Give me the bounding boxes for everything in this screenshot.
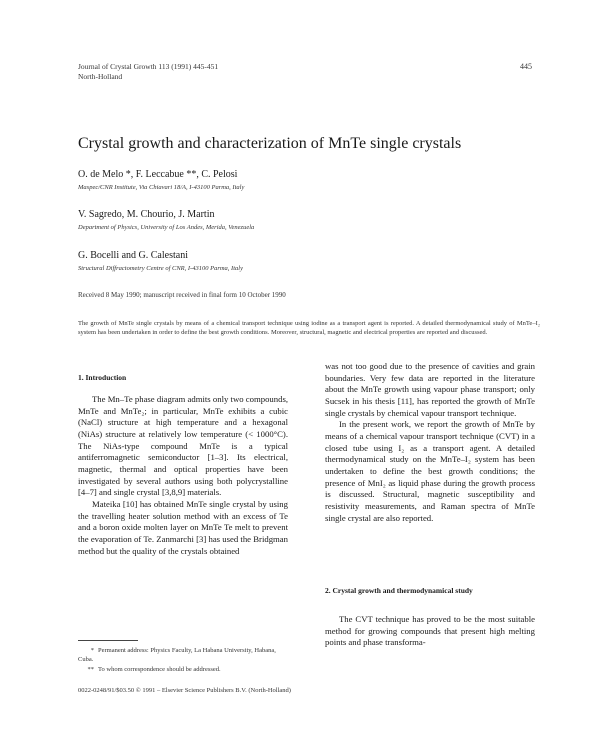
affiliation-3: Structural Diffractometry Centre of CNR, I-43100 Parma, Italy xyxy=(78,265,243,272)
footnote-mark-1: * xyxy=(90,647,94,654)
received-dates: Received 8 May 1990; manuscript received in final form 10 October 1990 xyxy=(78,291,286,299)
footnote-1 xyxy=(78,646,290,664)
footnote-text-2: To whom correspondence should be addressed. xyxy=(98,666,221,673)
section-heading-introduction: 1. Introduction xyxy=(78,373,127,382)
footnote-2 xyxy=(78,665,290,674)
intro-paragraph-1: The Mn–Te phase diagram admits only two compounds, MnTe and MnTe₂; in particular, MnTe exhibits a cubic (NaCl) structure at high temperature and a hexagonal (NiAs) structure at relatively low temperature (< 1000°C). The NiAs-type compound MnTe is a typical antiferromagnetic semiconductor [1–3]. Its electrical, magnetic, thermal and optical properties have been investigated by several authors using both polycrystalline [4–7] and single crystal [3,8,9] materials. xyxy=(78,394,288,498)
abstract: The growth of MnTe single crystals by means of a chemical transport technique using iodine as a transport agent is reported. A detailed thermodynamical study of MnTe–I₂ system has been undertaken in order to define the best growth conditions. Moreover, structural, magnetic and electrical properties are reported and discussed. xyxy=(78,320,540,336)
page-number: 445 xyxy=(520,62,532,71)
growth-paragraph-1: The CVT technique has proved to be the most suitable method for growing compounds that present high melting points and phase transforma- xyxy=(325,614,535,648)
article-title: Crystal growth and characterization of MnTe single crystals xyxy=(78,135,462,152)
author-list-1: O. de Melo *, F. Leccabue **, C. Pelosi xyxy=(78,169,238,180)
right-column-lower xyxy=(325,614,535,649)
journal-citation: Journal of Crystal Growth 113 (1991) 445-451 xyxy=(78,62,219,71)
footnote-rule xyxy=(78,640,138,641)
running-header xyxy=(78,62,218,82)
right-column xyxy=(325,361,535,524)
intro-paragraph-3: was not too good due to the presence of cavities and grain boundaries. Very few data are reported in the literature about the MnTe growth using vapour phase transport; only Sucsek in his thesis [11], has reported the growth of MnTe single crystals by chemical vapour transport technique. xyxy=(325,361,535,418)
footnote-mark-2: ** xyxy=(87,666,94,673)
footnote-text-1: Permanent address: Physics Faculty, La Habana University, Habana, Cuba. xyxy=(78,647,276,663)
affiliation-1: Maspec/CNR Institute, Via Chiavari 18/A, I-43100 Parma, Italy xyxy=(78,184,245,191)
left-column xyxy=(78,394,288,557)
copyright-footer: 0022-0248/91/$03.50 © 1991 – Elsevier Science Publishers B.V. (North-Holland) xyxy=(78,687,291,694)
author-list-3: G. Bocelli and G. Calestani xyxy=(78,250,188,261)
section-heading-growth: 2. Crystal growth and thermodynamical study xyxy=(325,586,473,595)
intro-paragraph-4: In the present work, we report the growth of MnTe by means of a chemical vapour transport technique (CVT) in a closed tube using I₂ as a transport agent. A detailed thermodynamical study on the MnTe–I₂ system has been undertaken to define the best growth conditions; the presence of MnI₂ as liquid phase during the growth process is discussed. Structural, magnetic susceptibility and resistivity measurements, and Raman spectra of MnTe single crystal are also reported. xyxy=(325,419,535,523)
affiliation-2: Department of Physics, University of Los Andes, Merida, Venezuela xyxy=(78,224,255,231)
author-list-2: V. Sagredo, M. Chourio, J. Martin xyxy=(78,209,215,220)
intro-paragraph-2: Mateika [10] has obtained MnTe single crystal by using the travelling heater solution method with an excess of Te and a boron oxide molten layer on MnTe Te melt to prevent the evaporation of Te. Zanmarchi [3] has used the Bridgman method but the quality of the crystals obtained xyxy=(78,498,288,556)
publisher-name: North-Holland xyxy=(78,72,123,81)
